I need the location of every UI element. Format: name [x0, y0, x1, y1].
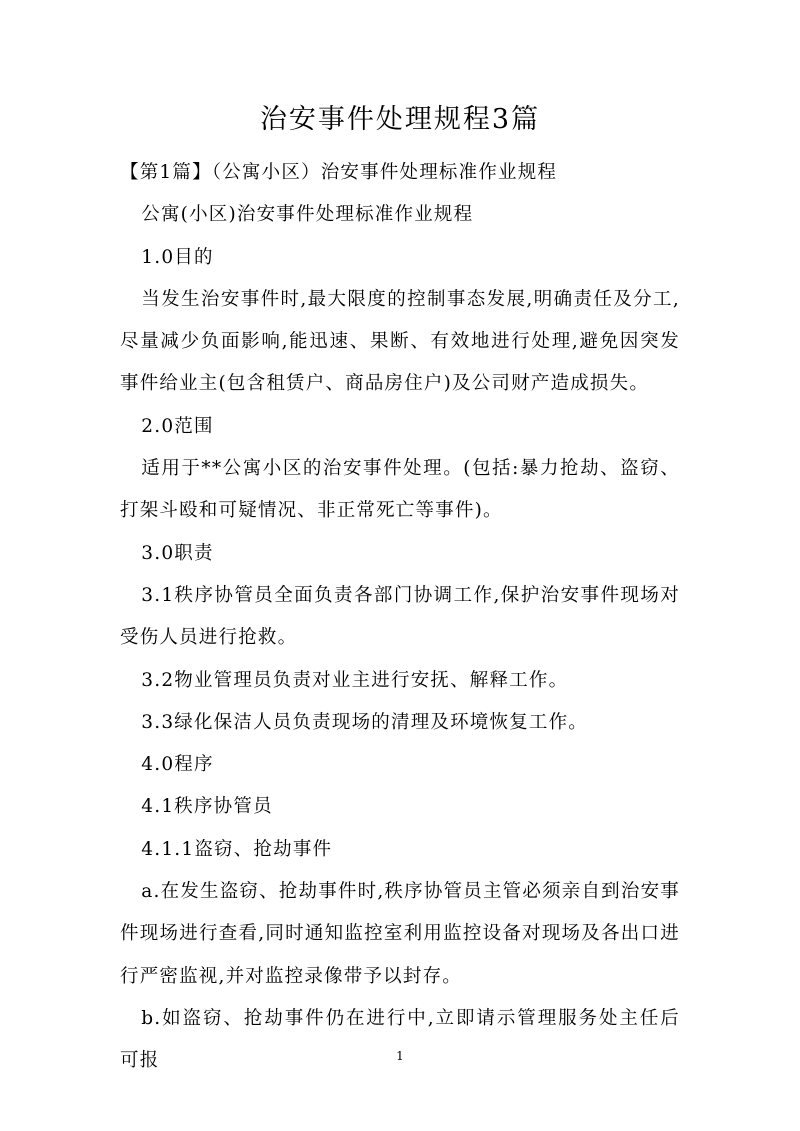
- paragraph-responsibility-3-2: 3.2物业管理员负责对业主进行安抚、解释工作。: [141, 669, 569, 691]
- paragraph-procedure-a: a.在发生盗窃、抢劫事件时,秩序协管员主管必须亲自到治安事件现场进行查看,同时通知监控室利用监控设备对现场及各出口进行严密监视,并对监控录像带予以封存。: [120, 881, 680, 987]
- paragraph-subtitle: 公寓(小区)治安事件处理标准作业规程: [141, 204, 474, 226]
- page-number: 1: [396, 1049, 404, 1063]
- document-body: [120, 152, 680, 1083]
- section-heading-purpose: 1.0目的: [141, 246, 214, 268]
- paragraph-procedure-b: b.如盗窃、抢劫事件仍在进行中,立即请示管理服务处主任后可报: [120, 1007, 680, 1072]
- document-title: 治安事件处理规程3篇: [259, 104, 541, 135]
- section-heading-responsibilities: 3.0职责: [141, 542, 214, 564]
- paragraph-responsibility-3-1: 3.1秩序协管员全面负责各部门协调工作,保护治安事件现场对受伤人员进行抢救。: [120, 584, 680, 649]
- section-heading-procedure: 4.0程序: [141, 754, 214, 776]
- subsection-heading-4-1-1: 4.1.1盗窃、抢劫事件: [141, 838, 333, 860]
- paragraph-heading-part-1: 【第1篇】（公寓小区）治安事件处理标准作业规程: [120, 162, 558, 183]
- paragraph-purpose: 当发生治安事件时,最大限度的控制事态发展,明确责任及分工,尽量减少负面影响,能迅速、果断、有效地进行处理,避免因突发事件给业主(包含租赁户、商品房住户)及公司财产造成损失。: [120, 288, 680, 395]
- paragraph-scope: 适用于**公寓小区的治安事件处理。(包括:暴力抢劫、盗窃、打架斗殴和可疑情况、非正常死亡等事件)。: [120, 458, 680, 522]
- subsection-heading-4-1: 4.1秩序协管员: [141, 796, 273, 818]
- paragraph-responsibility-3-3: 3.3绿化保洁人员负责现场的清理及环境恢复工作。: [141, 711, 588, 733]
- section-heading-scope: 2.0范围: [141, 415, 214, 437]
